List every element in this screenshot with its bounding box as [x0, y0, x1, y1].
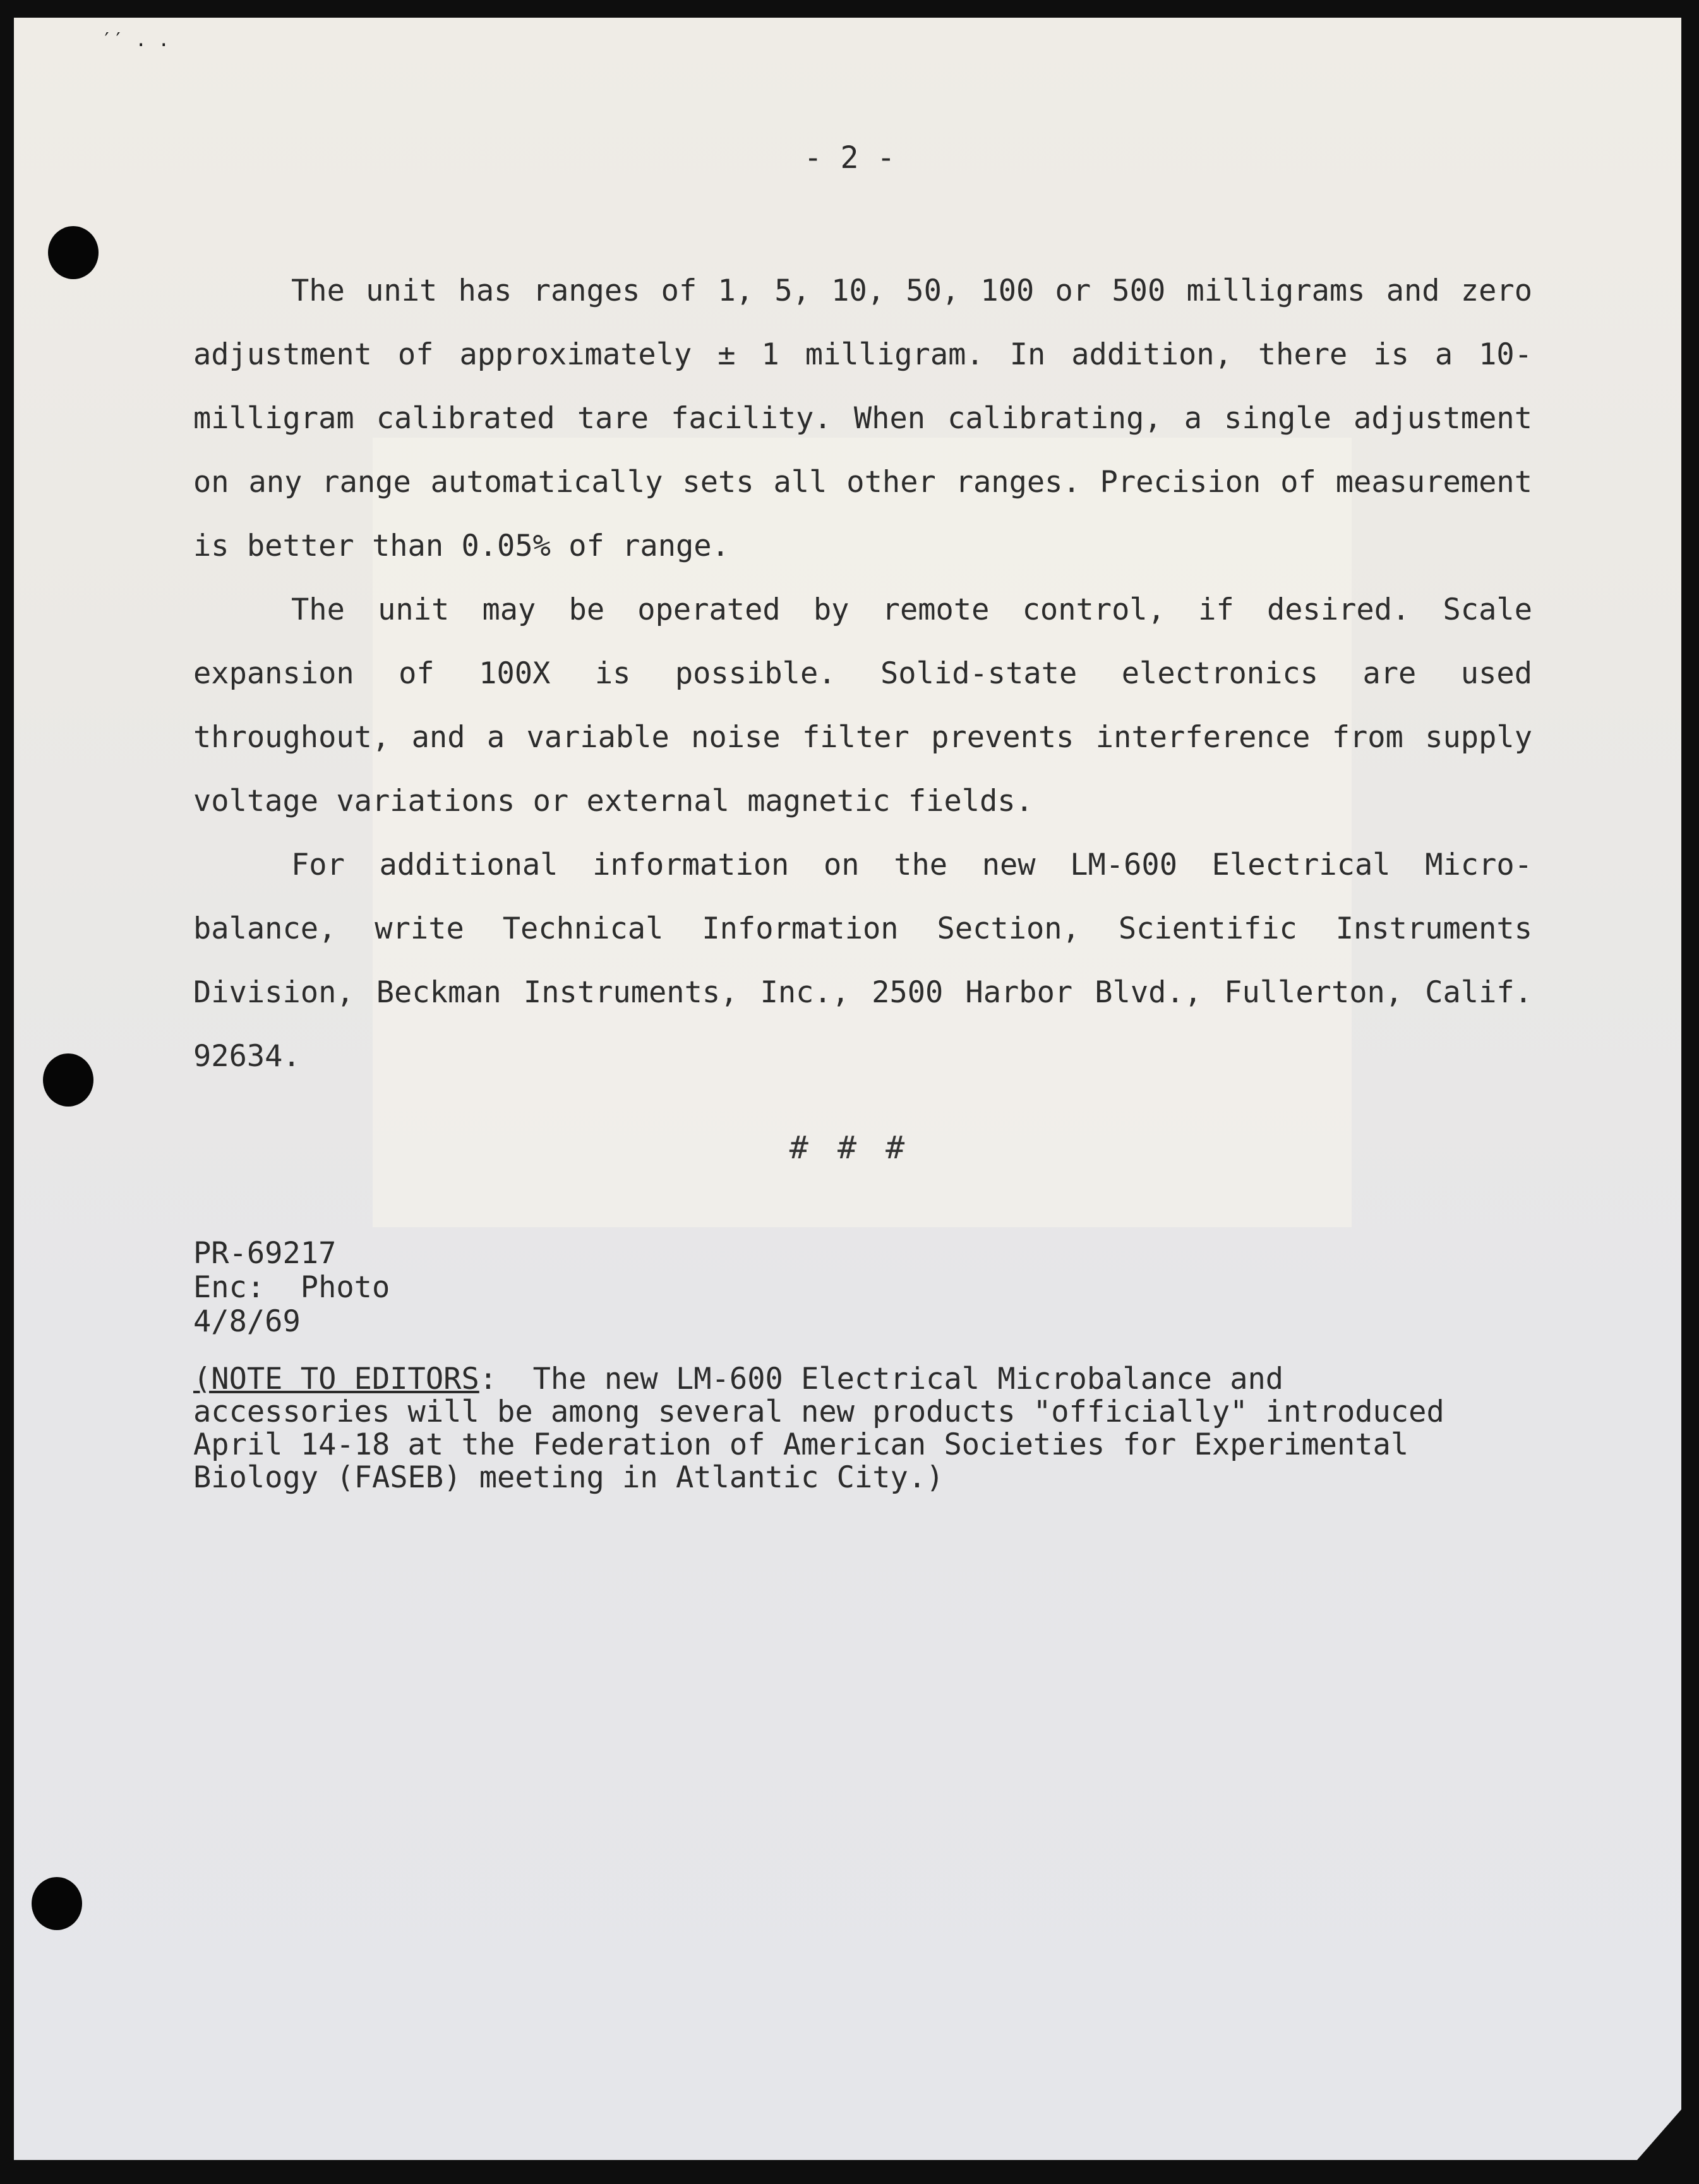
folded-corner	[1637, 2109, 1681, 2160]
end-separator: # # #	[789, 1129, 910, 1166]
editors-note-label-colon: :	[479, 1362, 498, 1396]
release-date: 4/8/69	[193, 1304, 301, 1339]
enclosure-line: Enc: Photo	[193, 1270, 390, 1305]
editors-note	[193, 1363, 1570, 1494]
editors-note-line-1	[193, 1363, 1570, 1396]
punch-hole-top	[48, 226, 99, 279]
editors-note-label: (NOTE TO EDITORS	[193, 1362, 479, 1396]
editors-note-line-4: Biology (FASEB) meeting in Atlantic City.)	[193, 1460, 944, 1495]
body-text	[193, 259, 1532, 1088]
release-info	[193, 1237, 390, 1339]
paragraph-ranges: The unit has ranges of 1, 5, 10, 50, 100 or 500 milligrams and zero adjustment of approximately ± 1 milligram. In addition, there is a 10-milligram calibrated tare facility. When calibrating, a single adjustment on any range automatically sets all other ranges. Precision of measurement is better than 0.05% of range.	[193, 273, 1532, 563]
editors-note-text-1: The new LM-600 Electrical Microbalance and	[497, 1362, 1284, 1396]
editors-note-line-2: accessories will be among several new products "officially" introduced	[193, 1395, 1444, 1429]
paragraph-remote-control: The unit may be operated by remote control, if desired. Scale expansion of 100X is possible. Solid-state electronics are used throughout, and a variable noise filter prevents interference from supply voltage variations or external magnetic fields.	[193, 592, 1532, 819]
release-number: PR-69217	[193, 1236, 337, 1271]
punch-hole-bottom	[32, 1877, 82, 1930]
paragraph-additional-info: For additional information on the new LM-600 Electrical Micro-balance, write Technical Information Section, Scientific Instruments Division, Beckman Instruments, Inc., 2500 Harbor Blvd., Fullerton, Calif. 92634.	[193, 848, 1532, 1074]
corner-marks: ′′ . .	[101, 29, 170, 51]
editors-note-line-3: April 14-18 at the Federation of American Societies for Experimental	[193, 1427, 1409, 1462]
punch-hole-middle	[43, 1053, 93, 1107]
page-number: - 2 -	[803, 140, 896, 176]
